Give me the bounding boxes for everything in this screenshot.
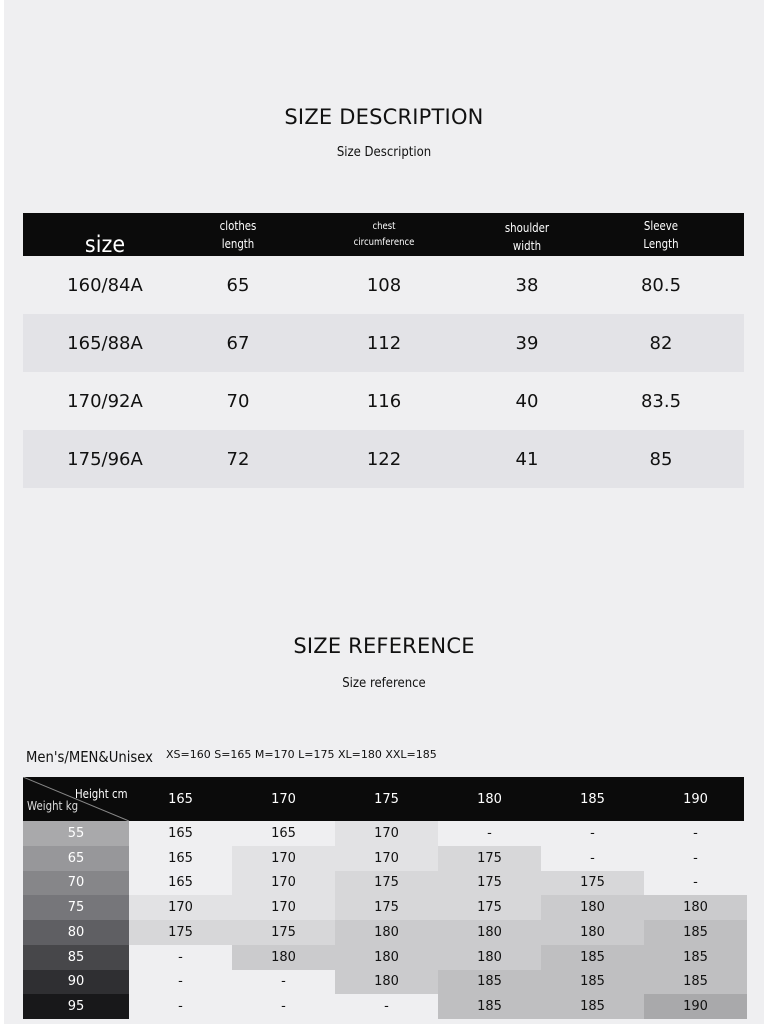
- size-value-cell: 180: [335, 920, 438, 945]
- weight-cell: 70: [23, 871, 129, 896]
- shoulder-cell: 40: [515, 390, 539, 412]
- height-header-cell: 185: [580, 791, 605, 807]
- size-value-cell: 180: [438, 945, 541, 970]
- weight-axis-label: Weight kg: [27, 799, 79, 813]
- size-value-cell: 185: [438, 970, 541, 995]
- size-value-cell: 175: [541, 871, 644, 896]
- weight-cell: 55: [23, 821, 129, 846]
- size-value-cell: -: [438, 821, 541, 846]
- size-cell: 160/84A: [67, 274, 143, 296]
- table-row: [23, 372, 744, 430]
- shoulder-cell: 41: [515, 448, 539, 470]
- size-value-cell: 180: [541, 920, 644, 945]
- size-value-cell: 175: [438, 871, 541, 896]
- size-value-cell: 170: [335, 846, 438, 871]
- size-value-cell: 165: [129, 846, 232, 871]
- header-corner: [23, 777, 129, 821]
- height-axis-label: Height cm: [75, 787, 128, 801]
- category-label: Men's/MEN&Unisex: [26, 748, 154, 766]
- size-value-cell: 180: [438, 920, 541, 945]
- size-value-cell: 175: [335, 895, 438, 920]
- table-row: [23, 895, 744, 920]
- size-value-cell: 175: [438, 895, 541, 920]
- height-header-cell: 175: [374, 791, 399, 807]
- size-value-cell: 175: [438, 846, 541, 871]
- table-row: [23, 821, 744, 846]
- size-cell: 175/96A: [67, 448, 143, 470]
- header-size: size: [84, 232, 126, 258]
- size-value-cell: -: [129, 970, 232, 995]
- size-value-cell: 175: [232, 920, 335, 945]
- size-value-cell: 165: [232, 821, 335, 846]
- size-chart-page: [4, 0, 764, 1024]
- size-value-cell: 170: [335, 821, 438, 846]
- size-reference-table: [23, 777, 744, 1019]
- size-value-cell: -: [232, 970, 335, 995]
- sleeve-cell: 82: [649, 332, 673, 354]
- size-value-cell: 180: [335, 970, 438, 995]
- size-legend: XS=160 S=165 M=170 L=175 XL=180 XXL=185: [166, 748, 437, 761]
- table-header: [23, 213, 744, 256]
- size-value-cell: 180: [232, 945, 335, 970]
- table-row: [23, 846, 744, 871]
- weight-cell: 95: [23, 994, 129, 1019]
- table-row: [23, 994, 744, 1019]
- size-cell: 170/92A: [67, 390, 143, 412]
- size-value-cell: 185: [541, 994, 644, 1019]
- size-value-cell: -: [541, 821, 644, 846]
- size-value-cell: -: [644, 821, 747, 846]
- clothes-length-cell: 72: [226, 448, 250, 470]
- size-value-cell: -: [644, 846, 747, 871]
- size-value-cell: 185: [438, 994, 541, 1019]
- size-value-cell: -: [644, 871, 747, 896]
- size-value-cell: 165: [129, 871, 232, 896]
- height-header-cell: 170: [271, 791, 296, 807]
- size-value-cell: 175: [335, 871, 438, 896]
- size-value-cell: 180: [644, 895, 747, 920]
- size-value-cell: -: [232, 994, 335, 1019]
- size-value-cell: 190: [644, 994, 747, 1019]
- size-description-table: [23, 213, 744, 488]
- size-value-cell: 170: [232, 846, 335, 871]
- table-row: [23, 945, 744, 970]
- size-value-cell: 170: [129, 895, 232, 920]
- chest-cell: 112: [366, 332, 402, 354]
- table-row: [23, 920, 744, 945]
- table-row: [23, 314, 744, 372]
- size-cell: 165/88A: [67, 332, 143, 354]
- size-value-cell: 185: [644, 945, 747, 970]
- height-header-cell: 180: [477, 791, 502, 807]
- clothes-length-cell: 65: [226, 274, 250, 296]
- size-value-cell: 175: [129, 920, 232, 945]
- size-description-title: SIZE DESCRIPTION: [284, 105, 484, 129]
- weight-cell: 85: [23, 945, 129, 970]
- clothes-length-cell: 67: [226, 332, 250, 354]
- weight-cell: 65: [23, 846, 129, 871]
- table-row: [23, 871, 744, 896]
- size-value-cell: -: [129, 945, 232, 970]
- table-row: [23, 256, 744, 314]
- clothes-length-cell: 70: [226, 390, 250, 412]
- sleeve-cell: 80.5: [640, 274, 682, 296]
- height-header-cell: 165: [168, 791, 193, 807]
- size-description-subtitle: Size Description: [336, 145, 432, 160]
- size-value-cell: 185: [541, 970, 644, 995]
- header-clothes-length: clothes length: [219, 218, 257, 251]
- size-reference-subtitle: Size reference: [342, 676, 426, 691]
- header-sleeve-length: Sleeve Length: [643, 218, 679, 251]
- size-value-cell: 170: [232, 895, 335, 920]
- shoulder-cell: 39: [515, 332, 539, 354]
- size-value-cell: 165: [129, 821, 232, 846]
- weight-cell: 90: [23, 970, 129, 995]
- size-value-cell: 170: [232, 871, 335, 896]
- table-row: [23, 970, 744, 995]
- chest-cell: 122: [366, 448, 402, 470]
- size-value-cell: -: [335, 994, 438, 1019]
- header-shoulder-width: shoulder width: [504, 220, 550, 253]
- size-value-cell: 180: [335, 945, 438, 970]
- chest-cell: 108: [366, 274, 402, 296]
- size-value-cell: 185: [644, 970, 747, 995]
- sleeve-cell: 85: [649, 448, 673, 470]
- size-value-cell: 185: [644, 920, 747, 945]
- shoulder-cell: 38: [515, 274, 539, 296]
- weight-cell: 75: [23, 895, 129, 920]
- size-value-cell: 180: [541, 895, 644, 920]
- size-reference-title: SIZE REFERENCE: [293, 634, 475, 658]
- chest-cell: 116: [366, 390, 402, 412]
- table-header: [23, 777, 744, 821]
- weight-cell: 80: [23, 920, 129, 945]
- header-chest-circumference: chest circumference: [353, 220, 415, 248]
- height-header-cell: 190: [683, 791, 708, 807]
- size-value-cell: 185: [541, 945, 644, 970]
- size-value-cell: -: [129, 994, 232, 1019]
- size-value-cell: -: [541, 846, 644, 871]
- table-row: [23, 430, 744, 488]
- sleeve-cell: 83.5: [640, 390, 682, 412]
